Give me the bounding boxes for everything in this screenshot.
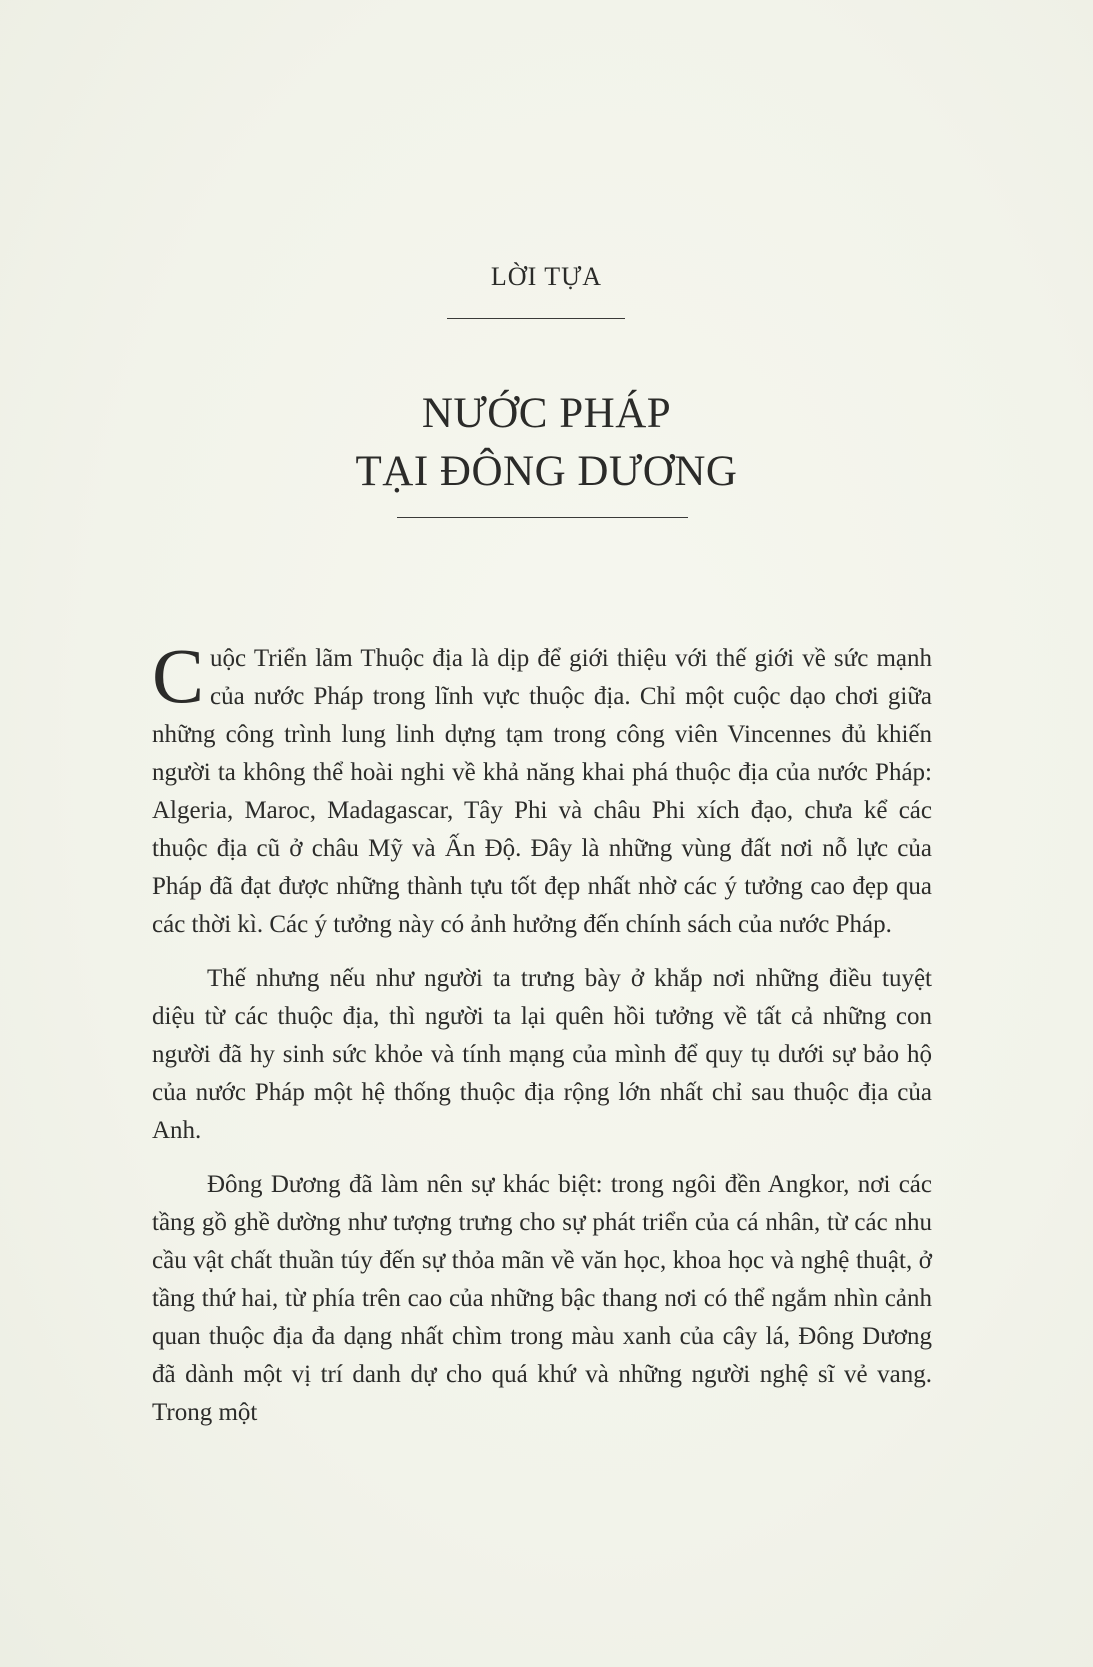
bottom-divider [397,517,688,518]
drop-cap: C [152,632,205,719]
paragraph-3: Đông Dương đã làm nên sự khác biệt: trong ngôi đền Angkor, nơi các tầng gồ ghề dường như tượng trưng cho sự phát triển của cá nhân, từ các nhu cầu vật chất thuần túy đến sự thỏa mãn về văn học, khoa học và nghệ thuật, ở tầng thứ hai, từ phía trên cao của những bậc thang nơi có thể ngắm nhìn cảnh quan thuộc địa đa dạng nhất chìm trong màu xanh của cây lá, Đông Dương đã dành một vị trí danh dự cho quá khứ và những người nghệ sĩ vẻ vang. Trong một [152,1171,932,1426]
body-text [152,632,932,1448]
chapter-title [0,385,1093,501]
top-divider [447,318,625,319]
paragraph-1 [152,632,932,944]
section-label: LỜI TỰA [490,262,603,291]
title-line-2: TẠI ĐÔNG DƯƠNG [355,448,738,495]
paragraph-1-text: uộc Triển lãm Thuộc địa là dịp để giới thiệu với thế giới về sức mạnh của nước Pháp trong lĩnh vực thuộc địa. Chỉ một cuộc dạo chơi giữa những công trình lung linh dựng tạm trong công viên Vincennes đủ khiến người ta không thể hoài nghi về khả năng khai phá thuộc địa của nước Pháp: Algeria, Maroc, Madagascar, Tây Phi và châu Phi xích đạo, chưa kể các thuộc địa cũ ở châu Mỹ và Ấn Độ. Đây là những vùng đất nơi nỗ lực của Pháp đã đạt được những thành tựu tốt đẹp nhất nhờ các ý tưởng cao đẹp qua các thời kì. Các ý tưởng này có ảnh hưởng đến chính sách của nước Pháp. [152,645,932,938]
title-line-1: NƯỚC PHÁP [421,390,672,437]
paragraph-2: Thế nhưng nếu như người ta trưng bày ở khắp nơi những điều tuyệt diệu từ các thuộc địa, thì người ta lại quên hồi tưởng về tất cả những con người đã hy sinh sức khỏe và tính mạng của mình để quy tụ dưới sự bảo hộ của nước Pháp một hệ thống thuộc địa rộng lớn nhất chỉ sau thuộc địa của Anh. [152,965,932,1144]
